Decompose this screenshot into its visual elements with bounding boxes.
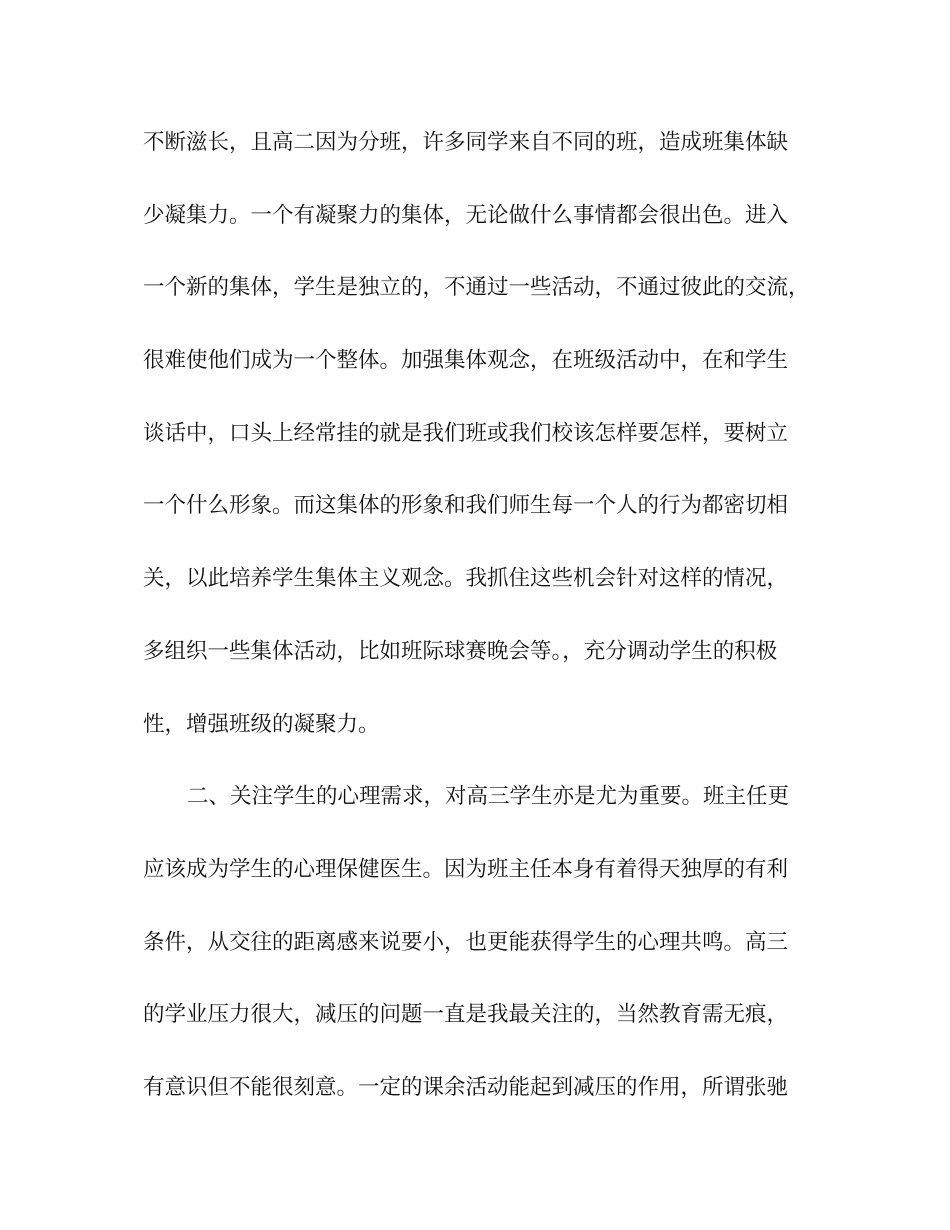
paragraph-start-line: 二、关注学生的心理需求，对高三学生亦是尤为重要。班主任更 bbox=[187, 784, 790, 810]
text-line: 很难使他们成为一个整体。加强集体观念，在班级活动中，在和学生 bbox=[143, 348, 789, 374]
text-line: 多组织一些集体活动，比如班际球赛晚会等。，充分调动学生的积极 bbox=[143, 638, 778, 664]
text-line: 的学业压力很大，减压的问题一直是我最关注的，当然教育需无痕， bbox=[143, 1002, 789, 1028]
body-text bbox=[143, 118, 810, 1136]
text-line: 性，增强班级的凝聚力。 bbox=[143, 711, 380, 737]
text-line: 不断滋长，且高二因为分班，许多同学来自不同的班，造成班集体缺 bbox=[143, 130, 789, 155]
text-line: 少凝集力。一个有凝聚力的集体，无论做什么事情都会很出色。进入 bbox=[143, 202, 789, 228]
text-line: 条件，从交往的距离感来说要小，也更能获得学生的心理共鸣。高三 bbox=[143, 929, 789, 955]
text-line: 有意识但不能很刻意。一定的课余活动能起到减压的作用，所谓张驰 bbox=[143, 1074, 789, 1100]
text-line: 关，以此培养学生集体主义观念。我抓住这些机会针对这样的情况， bbox=[143, 566, 789, 592]
text-line: 一个什么形象。而这集体的形象和我们师生每一个人的行为都密切相 bbox=[143, 493, 789, 519]
text-line: 谈话中，口头上经常挂的就是我们班或我们校该怎样要怎样，要树立 bbox=[143, 420, 789, 446]
text-line: 一个新的集体，学生是独立的，不通过一些活动，不通过彼此的交流， bbox=[143, 275, 810, 301]
text-line: 应该成为学生的心理保健医生。因为班主任本身有着得天独厚的有利 bbox=[143, 856, 789, 882]
